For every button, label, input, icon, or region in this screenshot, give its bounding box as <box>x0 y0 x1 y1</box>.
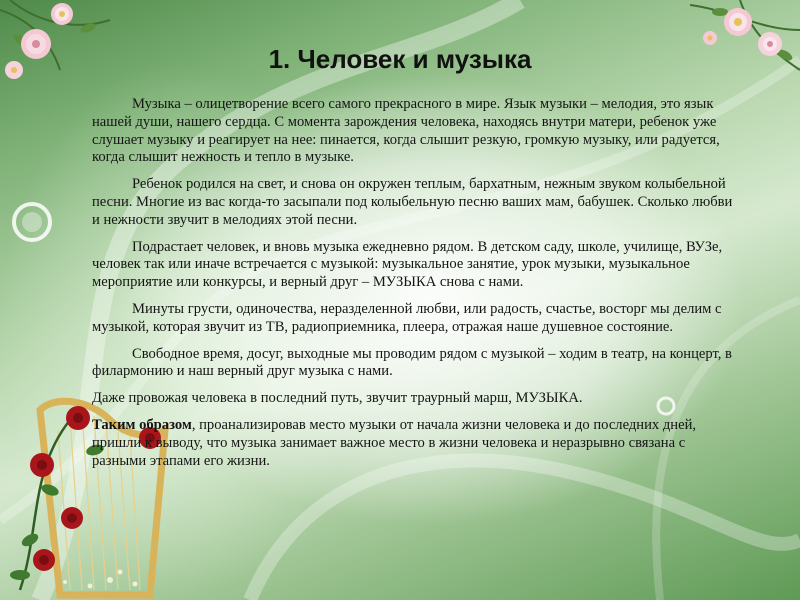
paragraph-farewell: Даже провожая человека в последний путь, звучит траурный марш, МУЗЫКА. <box>92 390 583 407</box>
paragraph-leisure: Свободное время, досуг, выходные мы проводим рядом с музыкой – ходим в театр, на концерт, в филармонию и наш верный друг музыка с нами. <box>92 345 732 380</box>
slide-title: 1. Человек и музыка <box>268 44 532 74</box>
bubble-icon <box>10 200 54 244</box>
paragraph-intro: Музыка – олицетворение всего самого прекрасного в мире. Язык музыки – мелодия, это язык нашей души, нашего сердца. С момента зарождения человека, находясь внутри матери, ребенок уже слушает музыку и реагирует на нее: пинается, когда слышит резкую, громкую музыку, или радуется, когда слышит нежность и тепло в музыке. <box>92 96 720 166</box>
conclusion-bold: Таким образом <box>92 416 192 433</box>
paragraph-conclusion <box>92 417 742 470</box>
paragraph-birth: Ребенок родился на свет, и снова он окружен теплым, бархатным, нежным звуком колыбельной песни. Многие из вас когда-то засыпали под колыбельную песню ваших мам, бабушек. Сколько любви и нежности звучит в мелодиях этой песни. <box>92 176 733 228</box>
slide-body <box>92 96 742 479</box>
conclusion-text: , проанализировав место музыки от начала жизни человека и до последних дней, пришли к выводу, что музыка занимает важное место в жизни человека и неразрывно связана с разными этапами его жизни. <box>92 416 697 469</box>
paragraph-growing: Подрастает человек, и вновь музыка ежедневно рядом. В детском саду, школе, училище, ВУЗе, человек так или иначе встречается с музыкой: музыкальное занятие, урок музыки, музыкальное мероприятие или конкурсы, и верный друг – МУЗЫКА снова с нами. <box>92 238 723 291</box>
paragraph-emotions: Минуты грусти, одиночества, неразделенной любви, или радость, счастье, восторг мы делим с музыкой, которая звучит из ТВ, радиоприемника, плеера, отражая наше душевное состояние. <box>92 300 722 335</box>
